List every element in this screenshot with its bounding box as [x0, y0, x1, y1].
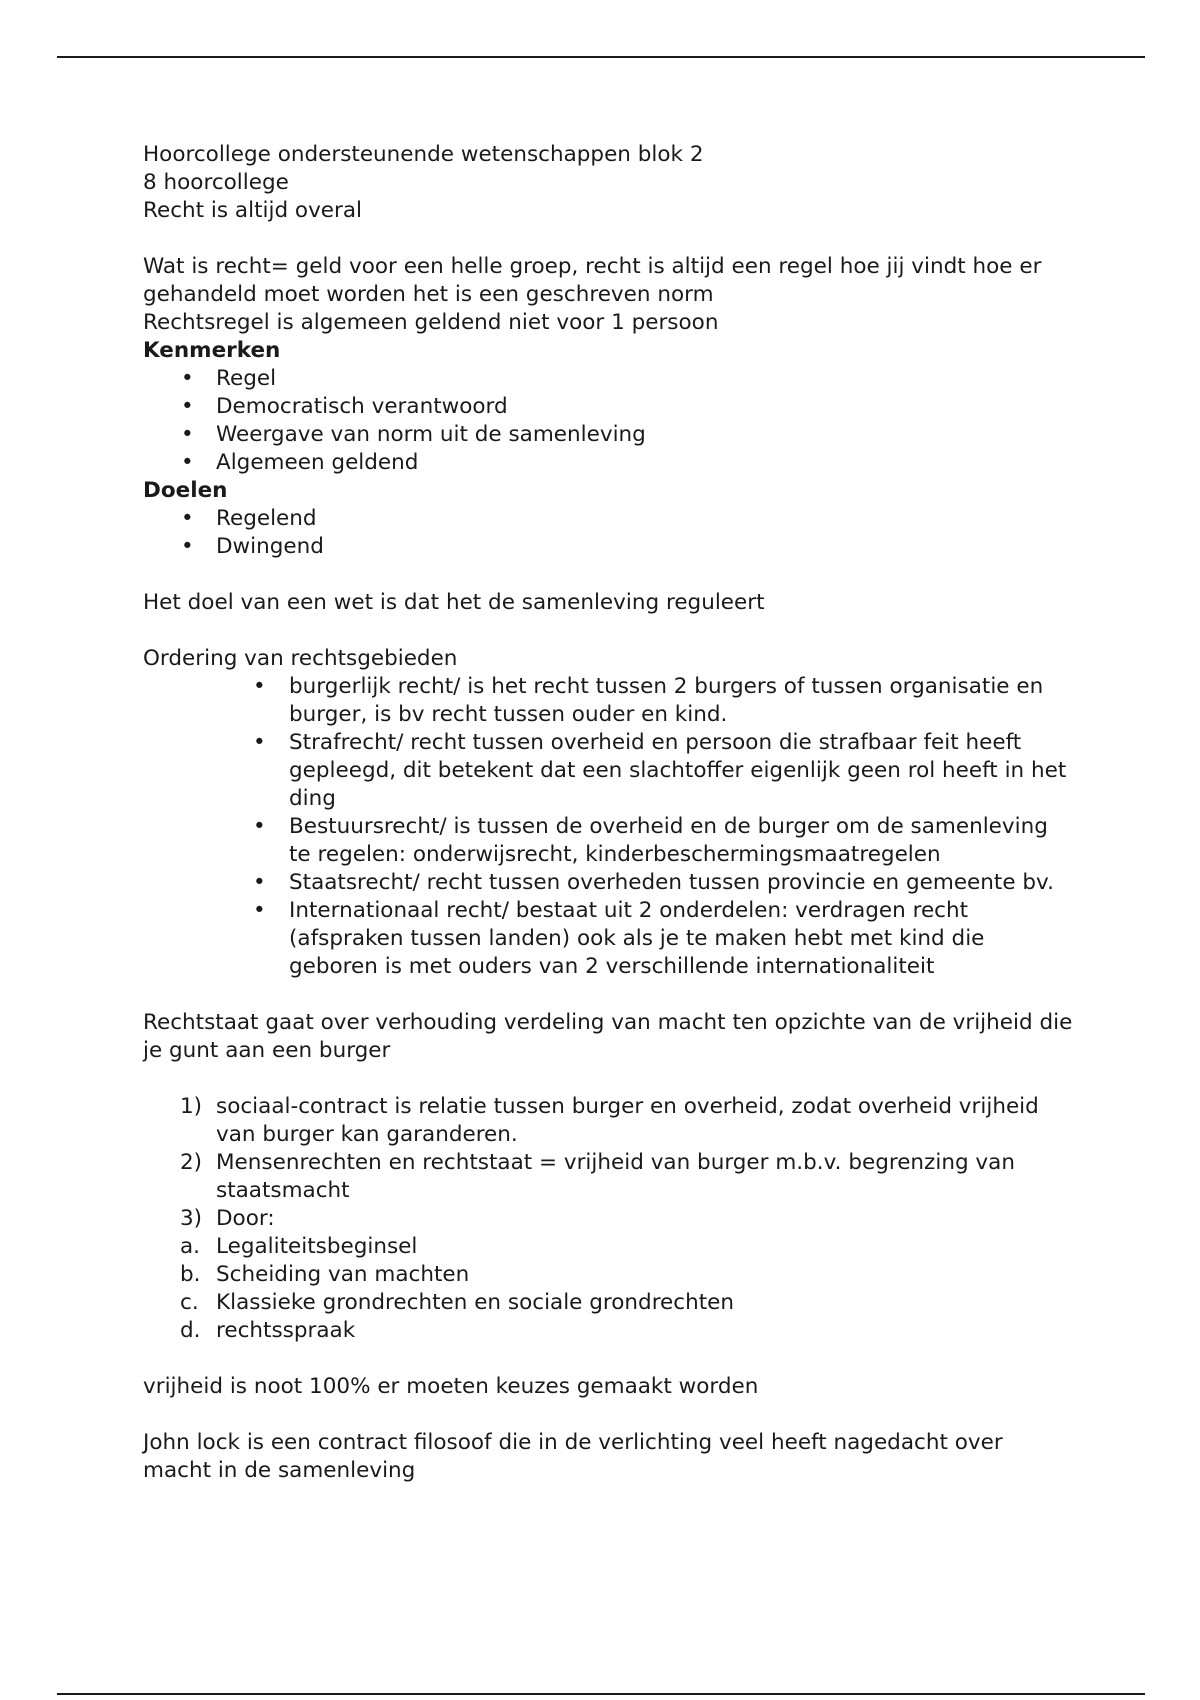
doc-title: Hoorcollege ondersteunende wetenschappen blok 2	[143, 142, 704, 167]
ordering-heading: Ordering van rechtsgebieden	[143, 646, 458, 671]
numbered-list	[143, 1093, 1073, 1345]
doelen-heading: Doelen	[143, 478, 228, 503]
list-item: • Staatsrecht/ recht tussen overheden tussen provincie en gemeente bv.	[143, 869, 1073, 897]
list-item	[143, 1205, 1073, 1233]
list-marker: 1)	[180, 1094, 203, 1119]
list-item	[143, 1317, 1073, 1345]
rechtstaat-paragraph: Rechtstaat gaat over verhouding verdeling van macht ten opzichte van de vrijheid die je gunt aan een burger	[143, 1010, 1073, 1063]
list-item	[143, 1093, 1073, 1149]
definition-paragraph: Wat is recht= geld voor een helle groep, recht is altijd een regel hoe jij vindt hoe er gehandeld moet worden het is een geschreven norm	[143, 254, 1042, 307]
list-item: • Dwingend	[143, 533, 1073, 561]
header-rule	[57, 56, 1145, 58]
kenmerken-heading: Kenmerken	[143, 338, 281, 363]
intro-line: Recht is altijd overal	[143, 198, 363, 223]
list-marker: c.	[180, 1290, 199, 1315]
list-item-text: Mensenrechten en rechtstaat = vrijheid van burger m.b.v. begrenzing van staatsmacht	[216, 1150, 1015, 1203]
kenmerken-list	[143, 365, 1073, 477]
list-item: • Weergave van norm uit de samenleving	[143, 421, 1073, 449]
list-marker: b.	[180, 1262, 201, 1287]
list-item-text: Door:	[216, 1206, 275, 1231]
list-item	[143, 1261, 1073, 1289]
list-item: • Democratisch verantwoord	[143, 393, 1073, 421]
list-marker: 2)	[180, 1150, 203, 1175]
list-item-text: Klassieke grondrechten en sociale grondrechten	[216, 1290, 735, 1315]
john-lock-paragraph: John lock is een contract filosoof die in de verlichting veel heeft nagedacht over macht in de samenleving	[143, 1430, 1003, 1483]
lecture-number: 8 hoorcollege	[143, 170, 289, 195]
list-item	[143, 1149, 1073, 1205]
doelen-list	[143, 505, 1073, 561]
list-item: • Regelend	[143, 505, 1073, 533]
list-item: • Bestuursrecht/ is tussen de overheid en de burger om de samenleving te regelen: onderwijsrecht, kinderbeschermingsmaatregelen	[143, 813, 1073, 869]
list-item: • Internationaal recht/ bestaat uit 2 onderdelen: verdragen recht (afspraken tussen landen) ook als je te maken hebt met kind die geboren is met ouders van 2 verschillende internationaliteit	[143, 897, 1073, 981]
document-body	[143, 141, 1073, 1485]
definition-line: Rechtsregel is algemeen geldend niet voor 1 persoon	[143, 310, 719, 335]
list-item: • Strafrecht/ recht tussen overheid en persoon die strafbaar feit heeft gepleegd, dit betekent dat een slachtoffer eigenlijk geen rol heeft in het ding	[143, 729, 1073, 813]
list-item	[143, 1233, 1073, 1261]
footer-rule	[57, 1693, 1145, 1695]
doel-wet-paragraph: Het doel van een wet is dat het de samenleving reguleert	[143, 590, 765, 615]
list-item-text: Scheiding van machten	[216, 1262, 470, 1287]
list-item: • Regel	[143, 365, 1073, 393]
ordering-list	[143, 673, 1073, 981]
list-item: • Algemeen geldend	[143, 449, 1073, 477]
list-item	[143, 1289, 1073, 1317]
list-item-text: rechtsspraak	[216, 1318, 356, 1343]
vrijheid-paragraph: vrijheid is noot 100% er moeten keuzes gemaakt worden	[143, 1374, 759, 1399]
list-item: • burgerlijk recht/ is het recht tussen 2 burgers of tussen organisatie en burger, is bv recht tussen ouder en kind.	[143, 673, 1073, 729]
list-marker: d.	[180, 1318, 201, 1343]
list-item-text: Legaliteitsbeginsel	[216, 1234, 418, 1259]
list-marker: 3)	[180, 1206, 203, 1231]
list-item-text: sociaal-contract is relatie tussen burger en overheid, zodat overheid vrijheid van burger kan garanderen.	[216, 1094, 1039, 1147]
list-marker: a.	[180, 1234, 201, 1259]
